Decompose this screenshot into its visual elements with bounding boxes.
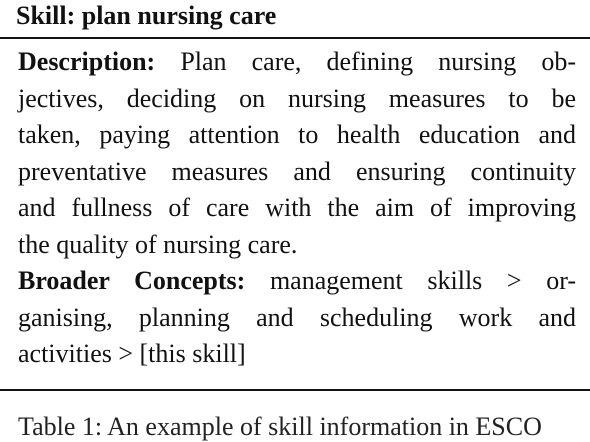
description-text: Plan care, defining nursing ob- bbox=[180, 47, 577, 76]
description-line: jectives, deciding on nursing measures to be bbox=[18, 83, 576, 113]
skill-name: plan nursing care bbox=[81, 1, 277, 30]
description-line: and fullness of care with the aim of improving bbox=[18, 193, 576, 222]
broader-concepts-line: ganising, planning and scheduling work and bbox=[18, 302, 576, 332]
bottom-rule bbox=[0, 389, 590, 391]
description-line bbox=[18, 44, 576, 81]
broader-concepts-line: activities > [this skill] bbox=[18, 339, 246, 368]
skill-info-body bbox=[18, 44, 576, 373]
broader-concepts-section bbox=[18, 263, 576, 373]
description-label: Description: bbox=[18, 47, 156, 76]
skill-label: Skill: bbox=[16, 1, 76, 30]
description-line: preventative measures and ensuring continuity bbox=[18, 156, 576, 186]
broader-concepts-line bbox=[18, 263, 576, 300]
broader-concepts-label: Broader Concepts: bbox=[18, 266, 246, 295]
table-caption: Table 1: An example of skill information in ESCO bbox=[18, 412, 542, 441]
skill-title bbox=[16, 0, 276, 32]
broader-concepts-text: management skills > or- bbox=[269, 266, 576, 295]
description-line: taken, paying attention to health education and bbox=[18, 120, 576, 149]
description-section bbox=[18, 44, 576, 263]
top-rule bbox=[0, 37, 590, 39]
description-line: the quality of nursing care. bbox=[18, 229, 298, 259]
